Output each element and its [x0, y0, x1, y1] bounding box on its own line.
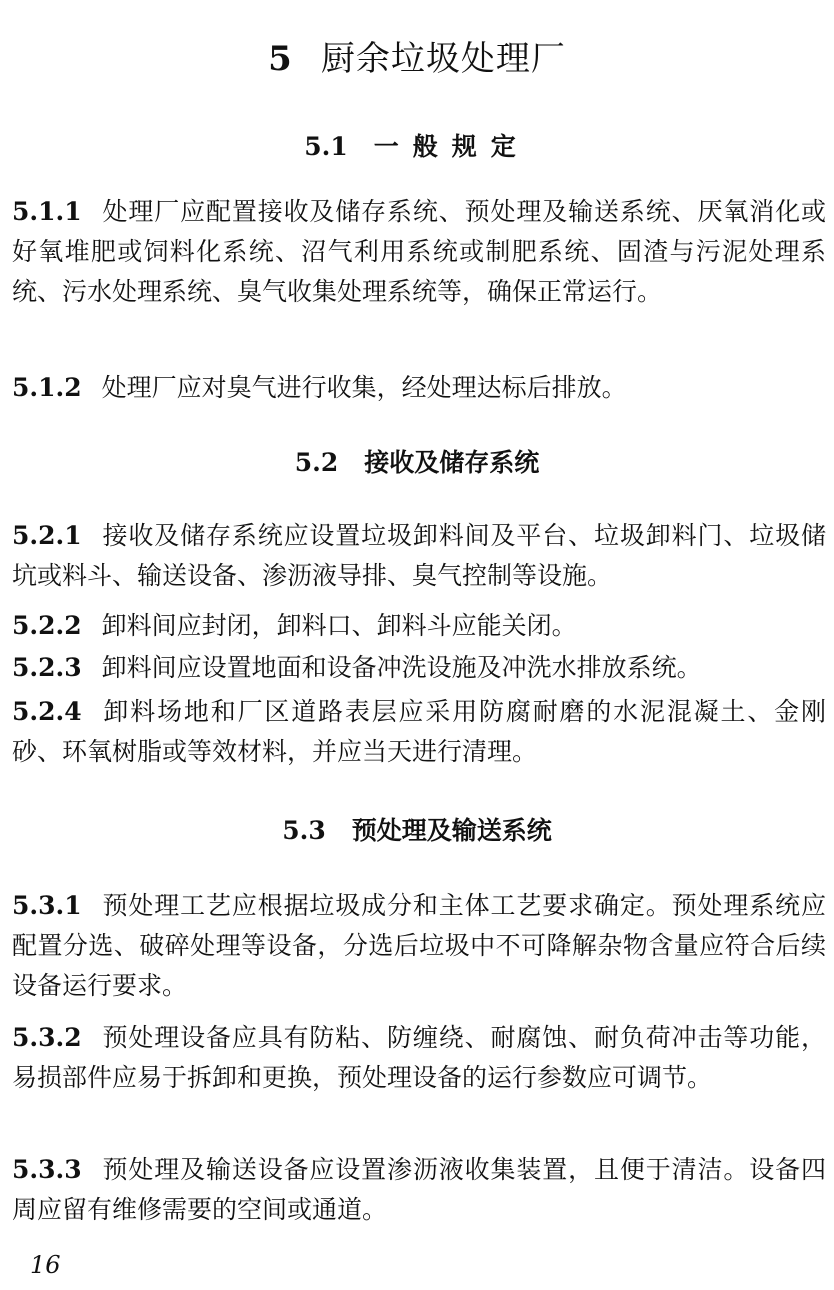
clause-5-1-1: [12, 192, 826, 312]
clause-number: 5.1.2: [12, 373, 82, 402]
clause-5-3-3: [12, 1150, 826, 1230]
clause-text: 预处理工艺应根据垃圾成分和主体工艺要求确定。预处理系统应配置分选、破碎处理等设备，分选后垃圾中不可降解杂物含量应符合后续设备运行要求。: [12, 891, 826, 1000]
section-number: 5.3: [282, 816, 326, 845]
clause-number: 5.2.3: [12, 653, 82, 682]
clause-number: 5.1.1: [12, 197, 82, 226]
clause-5-2-3: [12, 648, 826, 688]
clause-text: 卸料间应设置地面和设备冲洗设施及冲洗水排放系统。: [101, 653, 702, 682]
clause-number: 5.3.2: [12, 1023, 82, 1052]
clause-text: 处理厂应对臭气进行收集，经处理达标后排放。: [101, 373, 627, 402]
section-title: 预处理及输送系统: [351, 816, 552, 845]
clause-text: 预处理设备应具有防粘、防缠绕、耐腐蚀、耐负荷冲击等功能，易损部件应易于拆卸和更换，预处理设备的运行参数应可调节。: [12, 1023, 826, 1092]
clause-5-1-2: [12, 368, 826, 408]
clause-5-3-2: [12, 1018, 826, 1098]
clause-number: 5.2.1: [12, 521, 82, 550]
clause-text: 卸料间应封闭，卸料口、卸料斗应能关闭。: [101, 611, 577, 640]
clause-text: 接收及储存系统应设置垃圾卸料间及平台、垃圾卸料门、垃圾储坑或料斗、输送设备、渗沥液导排、臭气控制等设施。: [12, 521, 826, 590]
section-heading-5-1: [0, 130, 834, 164]
clause-number: 5.3.3: [12, 1155, 82, 1184]
section-number: 5.1: [304, 132, 348, 161]
chapter-title: [0, 36, 834, 82]
clause-5-2-1: [12, 516, 826, 596]
clause-number: 5.2.2: [12, 611, 82, 640]
clause-number: 5.2.4: [12, 697, 82, 726]
clause-text: 卸料场地和厂区道路表层应采用防腐耐磨的水泥混凝土、金刚砂、环氧树脂或等效材料，并应当天进行清理。: [12, 697, 826, 766]
section-title: 接收及储存系统: [364, 448, 540, 477]
section-title: 一般规定: [373, 132, 530, 161]
clause-text: 预处理及输送设备应设置渗沥液收集装置，且便于清洁。设备四周应留有维修需要的空间或通道。: [12, 1155, 826, 1224]
chapter-title-text: 厨余垃圾处理厂: [320, 39, 566, 79]
clause-number: 5.3.1: [12, 891, 82, 920]
clause-5-2-2: [12, 606, 826, 646]
clause-5-2-4: [12, 692, 826, 772]
section-heading-5-3: [0, 814, 834, 848]
section-number: 5.2: [294, 448, 339, 477]
section-heading-5-2: [0, 446, 834, 480]
clause-5-3-1: [12, 886, 826, 1006]
page-number: 16: [30, 1251, 61, 1279]
chapter-number: 5: [268, 39, 293, 79]
clause-text: 处理厂应配置接收及储存系统、预处理及输送系统、厌氧消化或好氧堆肥或饲料化系统、沼气利用系统或制肥系统、固渣与污泥处理系统、污水处理系统、臭气收集处理系统等，确保正常运行。: [12, 197, 826, 306]
